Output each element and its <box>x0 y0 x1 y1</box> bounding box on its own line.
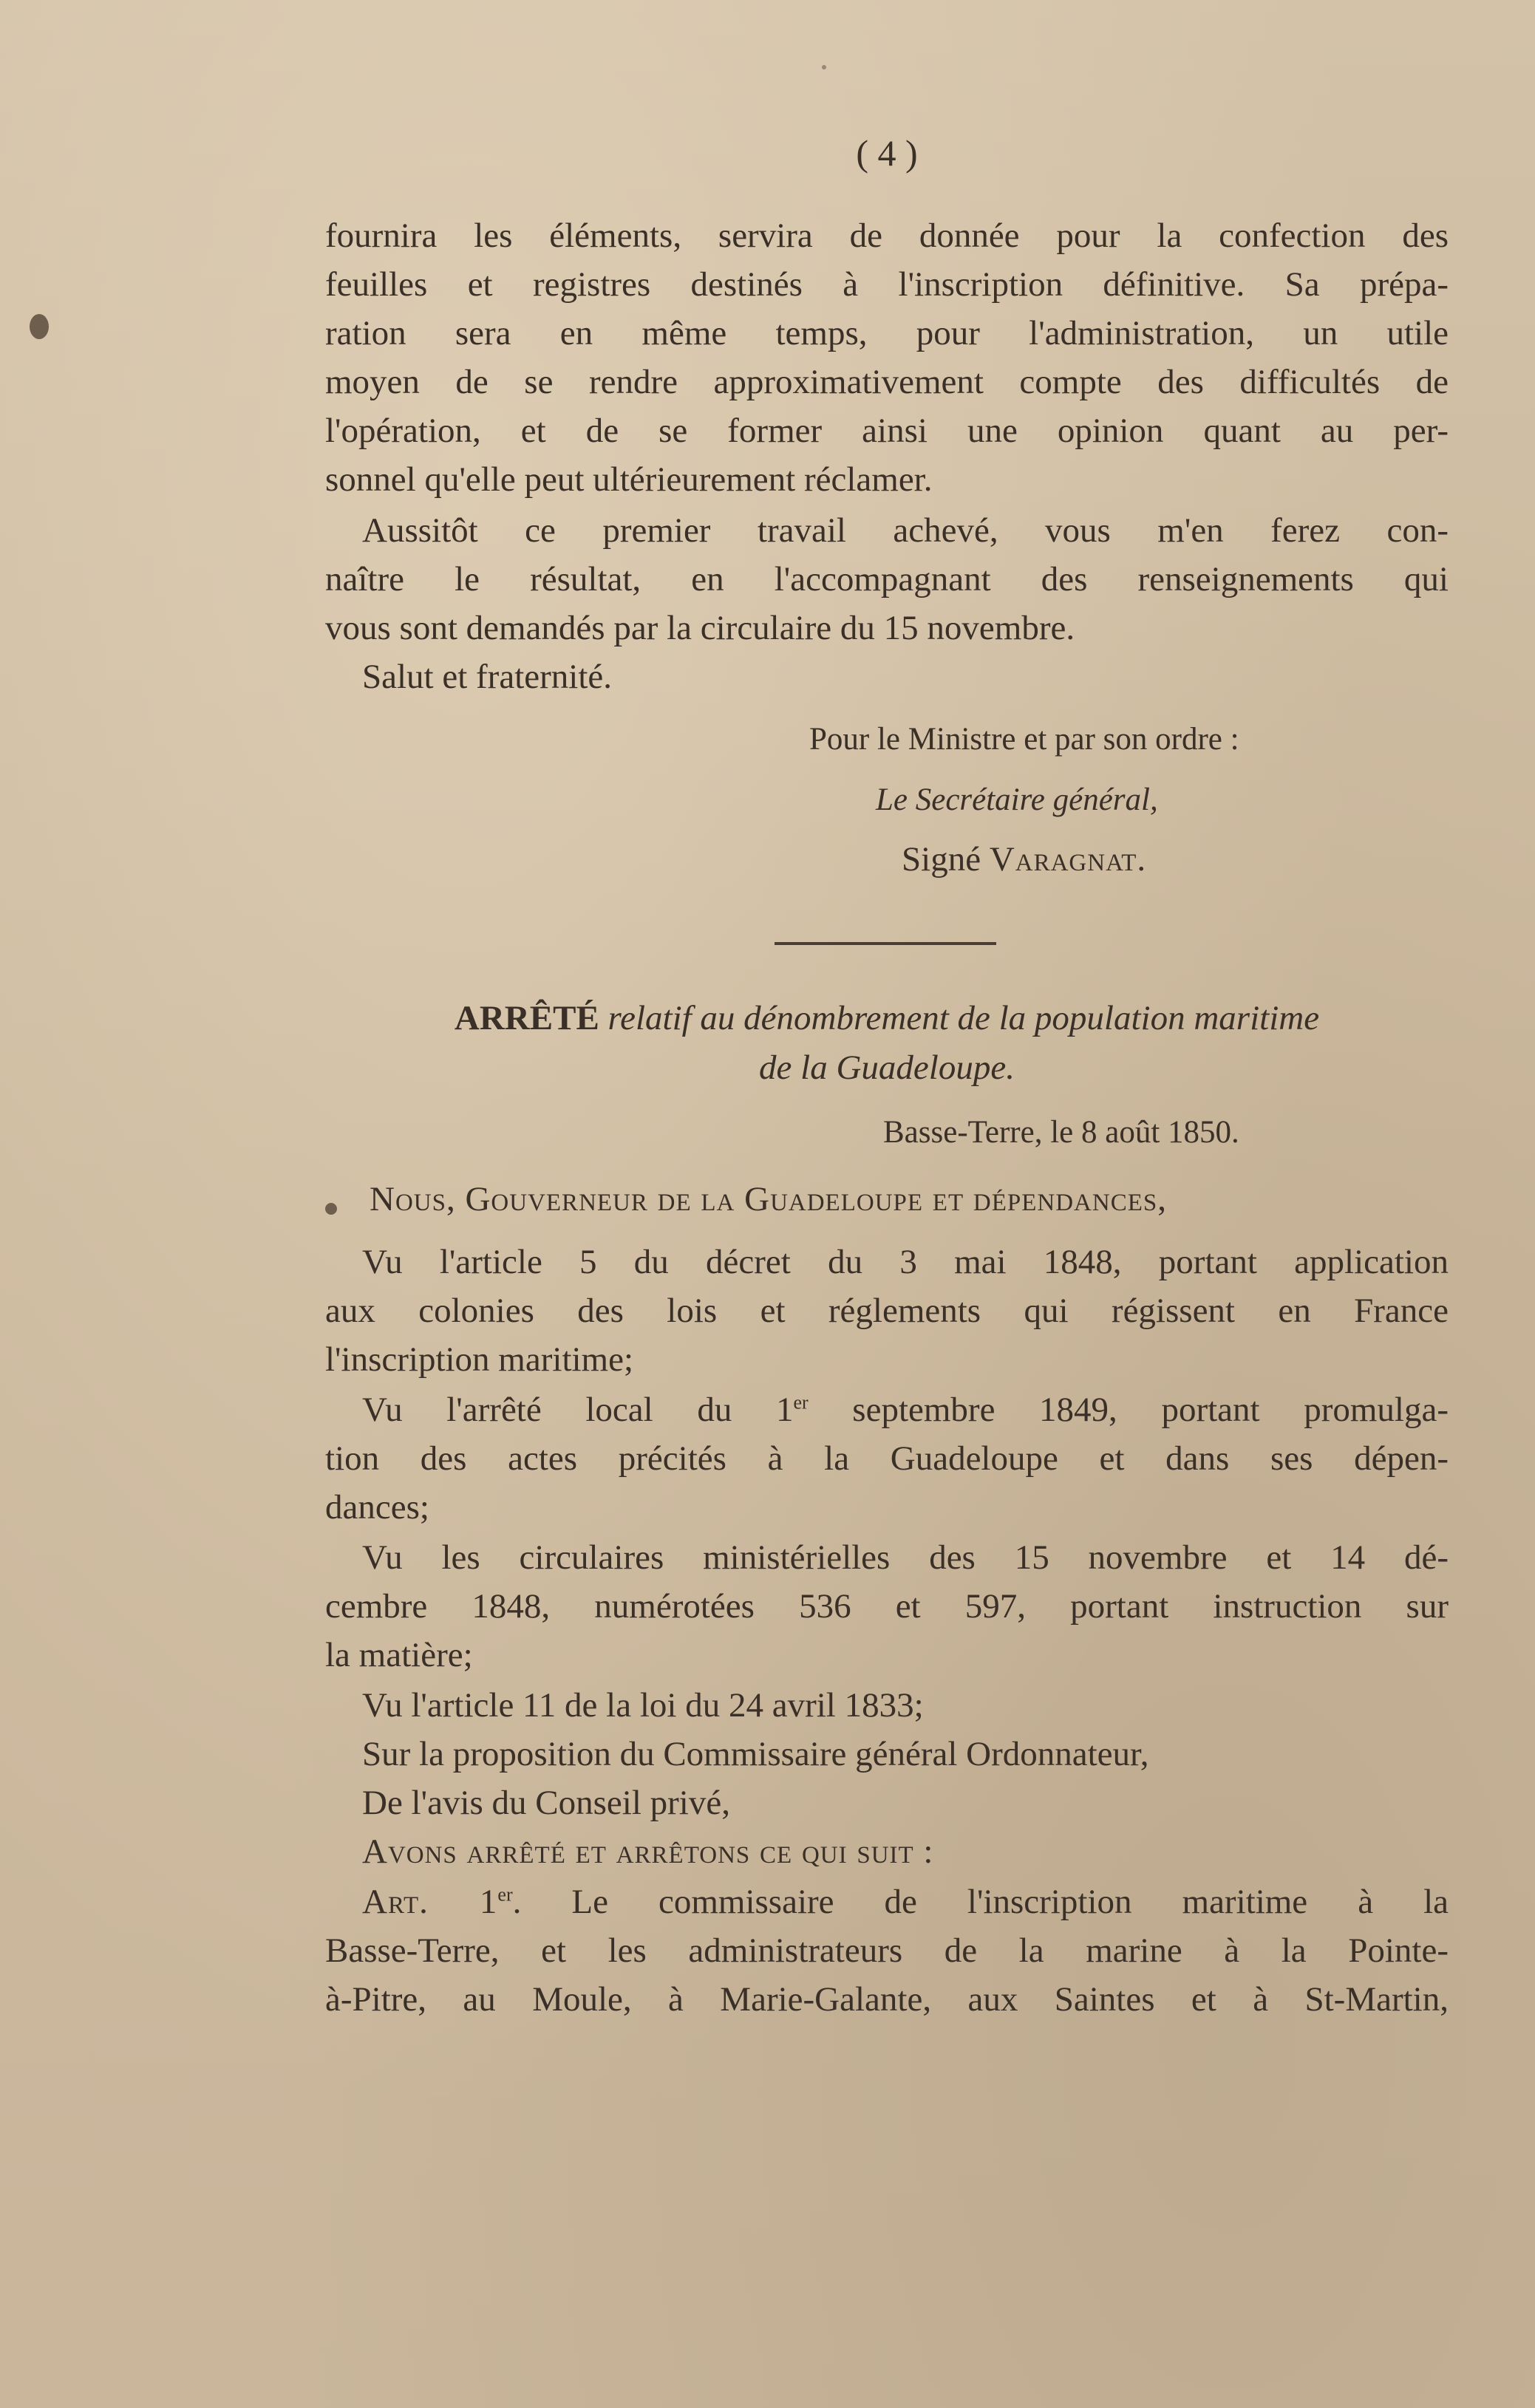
text-line: Aussitôt ce premier travail achevé, vous m'en ferez con- <box>362 511 1449 550</box>
superscript: er <box>497 1883 513 1906</box>
decree-preamble: Nous, Gouverneur de la Guadeloupe et dépendances, <box>370 1180 1167 1218</box>
decree-title-italic: relatif au dénombrement de la population maritime <box>607 999 1320 1037</box>
decree-title-bold: ARRÊTÉ <box>454 999 599 1037</box>
text-line: tion des actes précités à la Guadeloupe et dans ses dépen- <box>325 1439 1449 1478</box>
article-heading <box>362 1877 1449 1926</box>
text-line: moyen de se rendre approximativement compte des difficultés de <box>325 363 1449 401</box>
text-run: Art. 1 <box>362 1883 498 1921</box>
text-line: Avons arrêté et arrêtons ce qui suit : <box>362 1832 934 1871</box>
text-line: la matière; <box>325 1636 473 1674</box>
closing-salutation: Salut et fraternité. <box>362 658 612 696</box>
text-line: à-Pitre, au Moule, à Marie-Galante, aux Saintes et à St-Martin, <box>325 1980 1449 2019</box>
text-line: sonnel qu'elle peut ultérieurement réclamer. <box>325 460 933 499</box>
signature-line-2: Le Secrétaire général, <box>876 782 1158 817</box>
text-line: Vu les circulaires ministérielles des 15 novembre et 14 dé- <box>362 1538 1449 1577</box>
text-line: De l'avis du Conseil privé, <box>362 1784 730 1822</box>
text-line: l'opération, et de se former ainsi une opinion quant au per- <box>325 412 1449 450</box>
page-number: ( 4 ) <box>856 132 918 174</box>
signature-line-3 <box>902 835 1419 884</box>
text-line: fournira les éléments, servira de donnée pour la confection des <box>325 216 1449 255</box>
section-divider <box>775 942 996 945</box>
signature-line-1: Pour le Ministre et par son ordre : <box>809 722 1239 757</box>
text-run: . Le commissaire de l'inscription maritime à la <box>512 1883 1449 1921</box>
text-line: cembre 1848, numérotées 536 et 597, portant instruction sur <box>325 1587 1449 1626</box>
decree-title-line-2: de la Guadeloupe. <box>759 1048 1015 1087</box>
text-line: ration sera en même temps, pour l'administration, un utile <box>325 314 1449 352</box>
text-line: naître le résultat, en l'accompagnant des renseignements qui <box>325 560 1449 598</box>
ink-spot <box>822 65 826 69</box>
text-run: Vu l'arrêté local du 1 <box>362 1391 794 1429</box>
signature-name: Varagnat. <box>989 840 1147 879</box>
ink-spot <box>325 1203 337 1215</box>
superscript: er <box>793 1391 809 1413</box>
text-line: Basse-Terre, et les administrateurs de la marine à la Pointe- <box>325 1931 1449 1970</box>
text-line: l'inscription maritime; <box>325 1340 634 1379</box>
text-line: aux colonies des lois et réglements qui régissent en France <box>325 1292 1449 1330</box>
text-line: feuilles et registres destinés à l'inscription définitive. Sa prépa- <box>325 265 1449 304</box>
text-line: Sur la proposition du Commissaire général Ordonnateur, <box>362 1735 1149 1773</box>
text-line <box>362 1385 1449 1434</box>
decree-title <box>340 994 1434 1043</box>
text-line: Vu l'article 11 de la loi du 24 avril 1833; <box>362 1686 924 1725</box>
dateline: Basse-Terre, le 8 août 1850. <box>883 1115 1239 1150</box>
text-line: vous sont demandés par la circulaire du 15 novembre. <box>325 609 1075 647</box>
ink-spot <box>30 314 49 339</box>
text-run: septembre 1849, portant promulga- <box>808 1391 1449 1429</box>
signature-prefix: Signé <box>902 840 990 879</box>
text-line: Vu l'article 5 du décret du 3 mai 1848, portant application <box>362 1243 1449 1281</box>
text-line: dances; <box>325 1488 429 1527</box>
